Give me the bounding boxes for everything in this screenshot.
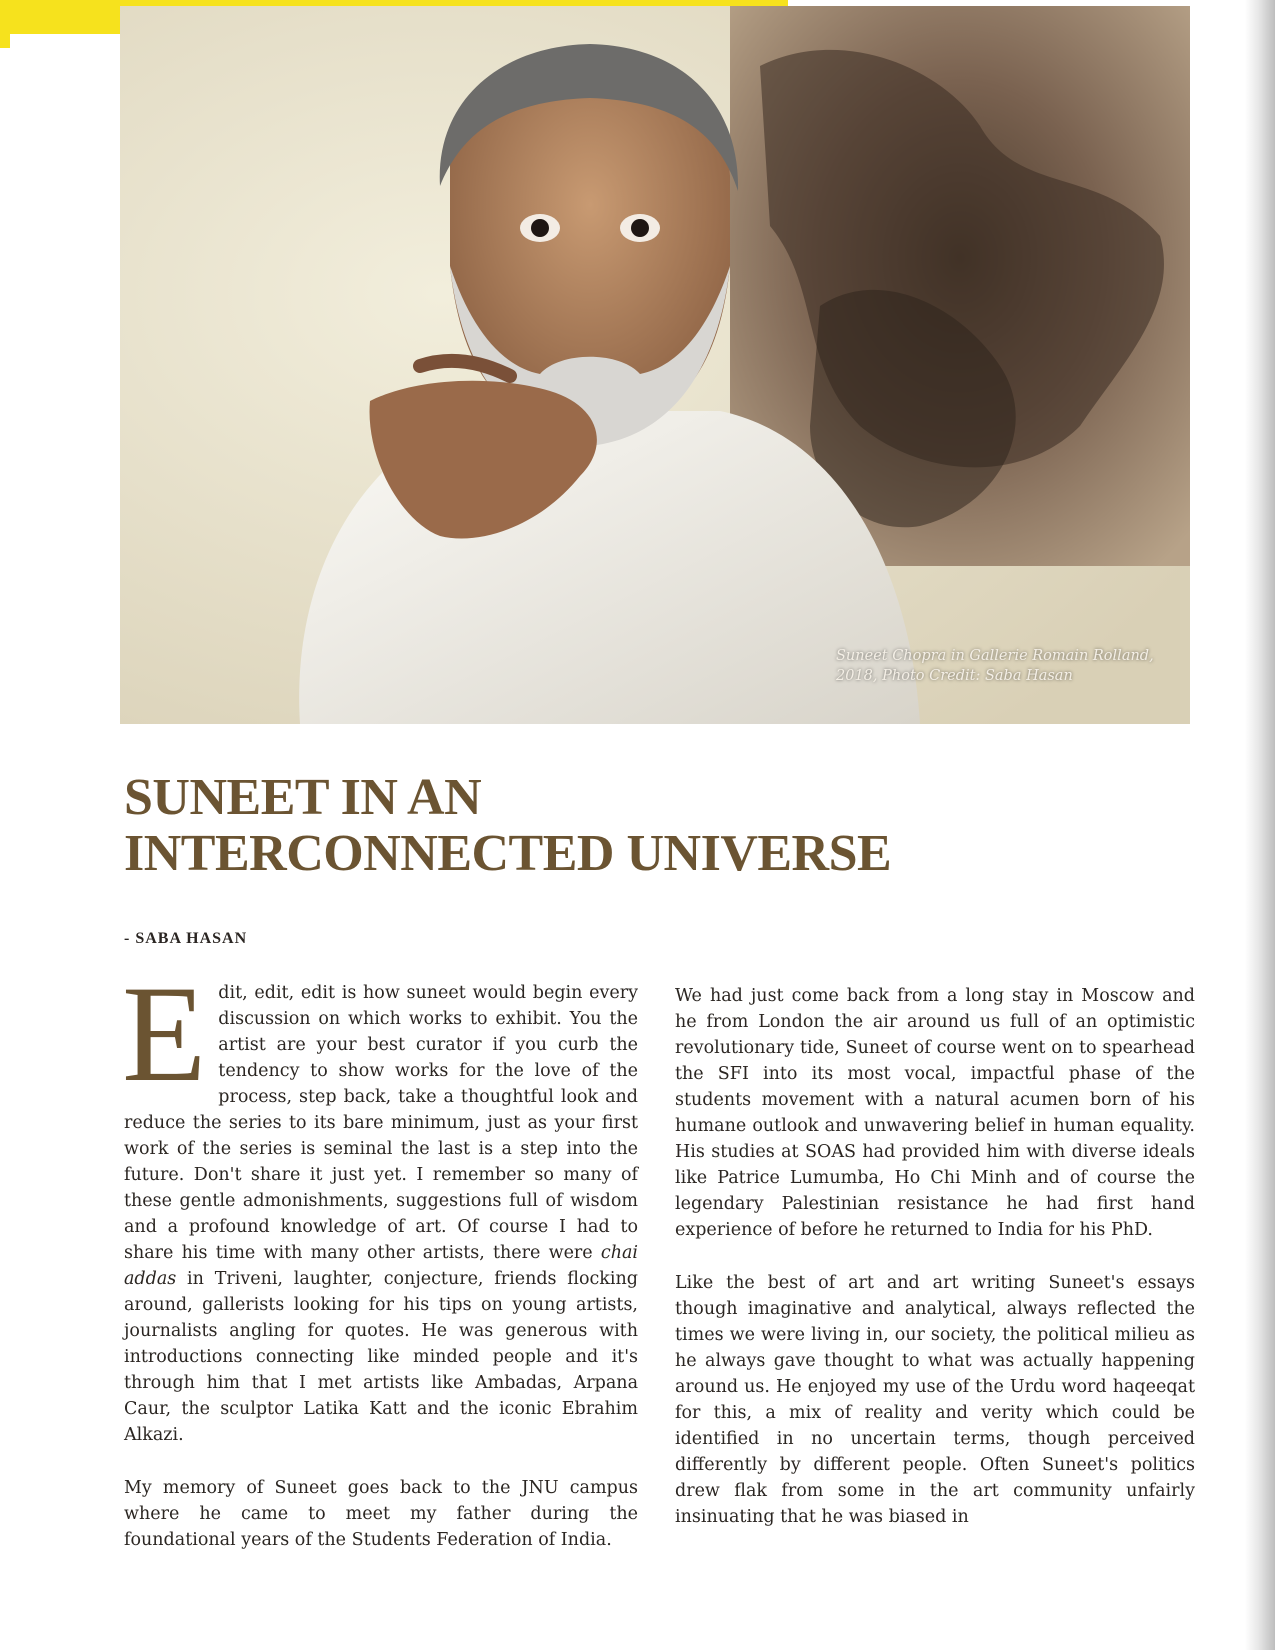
right-paragraph-1: We had just come back from a long stay in Moscow and he from London the air around us full of an optimistic revolutionary tide, Suneet of course went on to spearhead the SFI into its most vocal, impactful phase of the students movement with a natural acumen born of his humane outlook and unwavering belief in human equality. His studies at SOAS had provided him with diverse ideals like Patrice Lumumba, Ho Chi Minh and of course the legendary Palestinian resistance he had first hand experience of before he returned to India for his PhD. — [675, 986, 1195, 1240]
header-accent-tick — [0, 34, 10, 48]
photo-caption-line2: 2018, Photo Credit: Saba Hasan — [836, 668, 1073, 684]
left-paragraph-1-text: dit, edit, edit is how suneet would begin every discussion on which works to exhibit. You the artist are your best curator if you curb the tendency to show works for the love of the process, step back, take a thoughtful look and reduce the series to its bare minimum, just as your first work of the series is seminal the last is a step into the future. Don't share it just yet. I remember so many of these gentle admonishments, suggestions full of wisdom and a profound knowledge of art. Of course I had to share his time with many other artists, there were — [124, 983, 638, 1263]
left-column — [122, 957, 638, 1580]
article-title-line1: SUNEET IN AN — [124, 769, 482, 826]
left-paragraph-1 — [122, 957, 638, 1448]
photo-caption — [836, 646, 1176, 686]
article-title-line2: INTERCONNECTED UNIVERSE — [124, 825, 892, 882]
portrait-illustration — [120, 6, 1190, 724]
left-paragraph-1-italic: chai addas — [124, 1243, 638, 1289]
left-paragraph-2: My memory of Suneet goes back to the JNU campus where he came to meet my father during the foundational years of the Students Federation of India. — [124, 1478, 638, 1550]
right-column — [675, 983, 1195, 1557]
article-title — [124, 770, 1024, 882]
drop-cap: E — [122, 957, 207, 1110]
photo-caption-line1: Suneet Chopra in Gallerie Romain Rolland, — [836, 648, 1154, 664]
page-gutter-shadow — [1245, 0, 1275, 1650]
left-paragraph-1-tail: in Triveni, laughter, conjecture, friends flocking around, gallerists looking for his tips on young artists, journalists angling for quotes. He was generous with introductions connecting like minded people and it's through him that I met artists like Ambadas, Arpana Caur, the sculptor Latika Katt and the iconic Ebrahim Alkazi. — [124, 1269, 638, 1445]
right-paragraph-2: Like the best of art and art writing Suneet's essays though imaginative and analytical, always reflected the times we were living in, our society, the political milieu as he always gave thought to what was actually happening around us. He enjoyed my use of the Urdu word haqeeqat for this, a mix of reality and verity which could be identified in no uncertain terms, though perceived differently by different people. Often Suneet's politics drew flak from some in the art community unfairly insinuating that he was biased in — [675, 1273, 1195, 1527]
article-byline: - SABA HASAN — [124, 930, 248, 947]
portrait-photo — [120, 6, 1190, 724]
